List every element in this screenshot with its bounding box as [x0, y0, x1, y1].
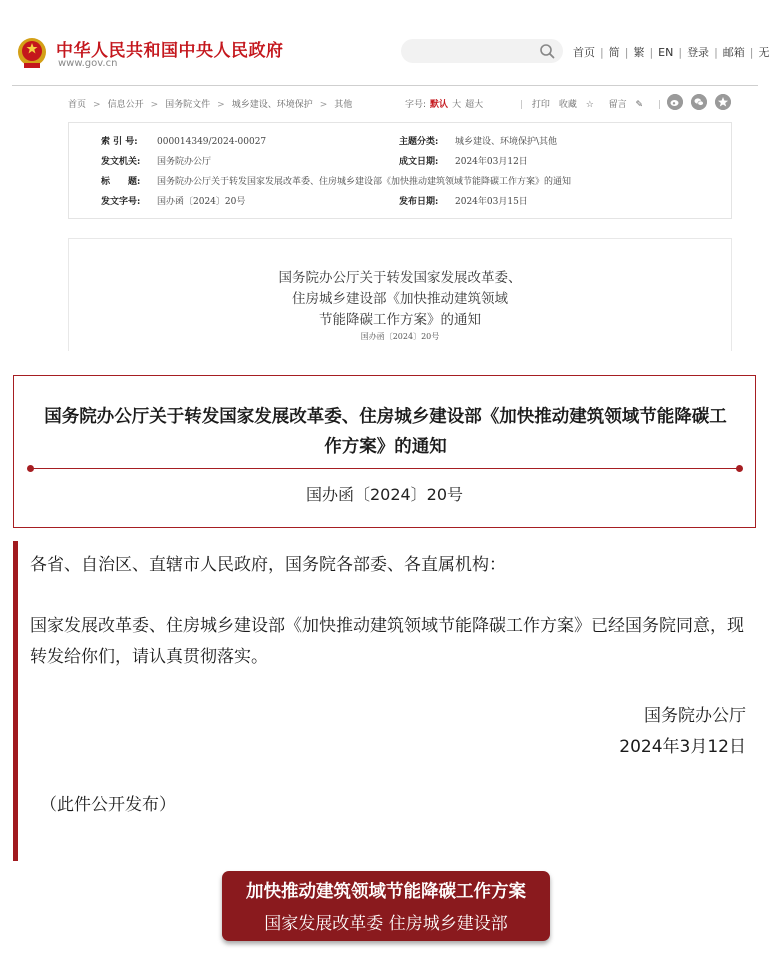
excerpt-line: 节能降碳工作方案》的通知 [319, 312, 481, 328]
font-size-xlarge[interactable]: 超大 [465, 100, 484, 110]
attachment-banner[interactable] [222, 871, 550, 941]
search-icon[interactable] [539, 43, 555, 59]
font-size-label: 字号: [405, 100, 427, 110]
breadcrumb-item[interactable]: 信息公开 [107, 100, 144, 110]
meta-value: 2024年03月12日 [455, 157, 528, 167]
body-accent-bar [13, 541, 18, 861]
font-size-default[interactable]: 默认 [430, 100, 449, 110]
meta-category [399, 134, 557, 147]
document-excerpt [68, 238, 732, 351]
attachment-subtitle: 国家发展改革委 住房城乡建设部 [264, 914, 508, 934]
attachment-title: 加快推动建筑领域节能降碳工作方案 [246, 882, 526, 902]
national-emblem-logo[interactable] [16, 36, 48, 70]
site-name[interactable]: 中华人民共和国中央人民政府 [56, 41, 284, 61]
meta-issuer [101, 154, 211, 167]
signature-organization: 国务院办公厅 [644, 706, 746, 726]
meta-value: 国办函〔2024〕20号 [157, 197, 246, 207]
star-icon: ☆ [585, 100, 594, 110]
public-release-note: （此件公开发布） [40, 795, 176, 815]
excerpt-line: 国务院办公厅关于转发国家发展改革委、 [278, 270, 522, 286]
qzone-icon[interactable] [715, 94, 731, 110]
pen-icon: ✎ [635, 100, 644, 110]
header-divider [12, 85, 758, 86]
top-links: 首页 | 简 | 繁 | EN | 登录 | 邮箱 | 无 [573, 46, 770, 59]
page-title: 国务院办公厅关于转发国家发展改革委、住房城乡建设部《加快推动建筑领域节能降碳工作方案》的通知 [44, 407, 727, 457]
top-link-home[interactable]: 首页 [573, 46, 595, 59]
divider-dot [736, 465, 743, 472]
breadcrumb-item[interactable]: 其他 [334, 100, 353, 110]
message-button[interactable] [609, 100, 649, 110]
top-link-mail[interactable]: 邮箱 [722, 46, 745, 59]
meta-label: 索 引 号: [101, 137, 138, 147]
body-paragraph: 国家发展改革委、住房城乡建设部《加快推动建筑领域节能降碳工作方案》已经国务院同意，现转发给你们，请认真贯彻落实。 [30, 616, 744, 667]
top-link-login[interactable]: 登录 [687, 46, 710, 59]
meta-index [101, 134, 266, 147]
search-input[interactable] [401, 39, 563, 63]
meta-value: 2024年03月15日 [455, 197, 528, 207]
breadcrumb-item[interactable]: 国务院文件 [165, 100, 211, 110]
favorite-button[interactable] [559, 100, 600, 110]
font-size-large[interactable]: 大 [452, 100, 462, 110]
top-link-simplified[interactable]: 简 [608, 46, 620, 59]
meta-label: 发文机关: [101, 157, 141, 167]
meta-value: 国务院办公厅关于转发国家发展改革委、住房城乡建设部《加快推动建筑领域节能降碳工作方案》的通知 [157, 177, 572, 187]
site-url: www.gov.cn [58, 58, 118, 69]
divider-dot [27, 465, 34, 472]
top-link-accessibility[interactable]: 无 [758, 46, 770, 59]
document-metadata-table [68, 122, 732, 219]
title-divider [30, 468, 740, 469]
meta-label: 主题分类: [399, 137, 439, 147]
top-link-english[interactable]: EN [658, 46, 674, 59]
print-button[interactable]: 打印 [531, 100, 550, 110]
meta-docno [101, 194, 245, 207]
meta-label: 成文日期: [399, 157, 439, 167]
excerpt-line: 住房城乡建设部《加快推动建筑领域 [292, 291, 508, 307]
meta-label: 发文字号: [101, 197, 141, 207]
font-size-control [405, 97, 487, 110]
breadcrumb: 首页 > 信息公开 > 国务院文件 > 城乡建设、环境保护 > 其他 [68, 100, 353, 110]
title-card [13, 375, 756, 528]
meta-value: 城乡建设、环境保护\其他 [455, 137, 558, 147]
weibo-icon[interactable] [667, 94, 683, 110]
message-label: 留言 [608, 100, 627, 110]
signature-date: 2024年3月12日 [619, 737, 746, 757]
meta-label: 标 题: [101, 177, 141, 187]
document-number: 国办函〔2024〕20号 [305, 485, 464, 504]
top-link-traditional[interactable]: 繁 [633, 46, 645, 59]
meta-value: 国务院办公厅 [157, 157, 212, 167]
breadcrumb-item[interactable]: 首页 [68, 100, 87, 110]
meta-created [399, 154, 528, 167]
meta-value: 000014349/2024-00027 [157, 137, 267, 147]
wechat-icon[interactable] [691, 94, 707, 110]
page-tools: | 打印 收藏 ☆ 留言 ✎ | [520, 100, 662, 110]
meta-title [101, 174, 571, 187]
favorite-label: 收藏 [558, 100, 577, 110]
excerpt-doc-number: 国办函〔2024〕20号 [360, 332, 440, 341]
meta-label: 发布日期: [399, 197, 439, 207]
salutation: 各省、自治区、直辖市人民政府，国务院各部委、各直属机构： [30, 555, 506, 575]
breadcrumb-item[interactable]: 城乡建设、环境保护 [231, 100, 313, 110]
meta-published [399, 194, 528, 207]
